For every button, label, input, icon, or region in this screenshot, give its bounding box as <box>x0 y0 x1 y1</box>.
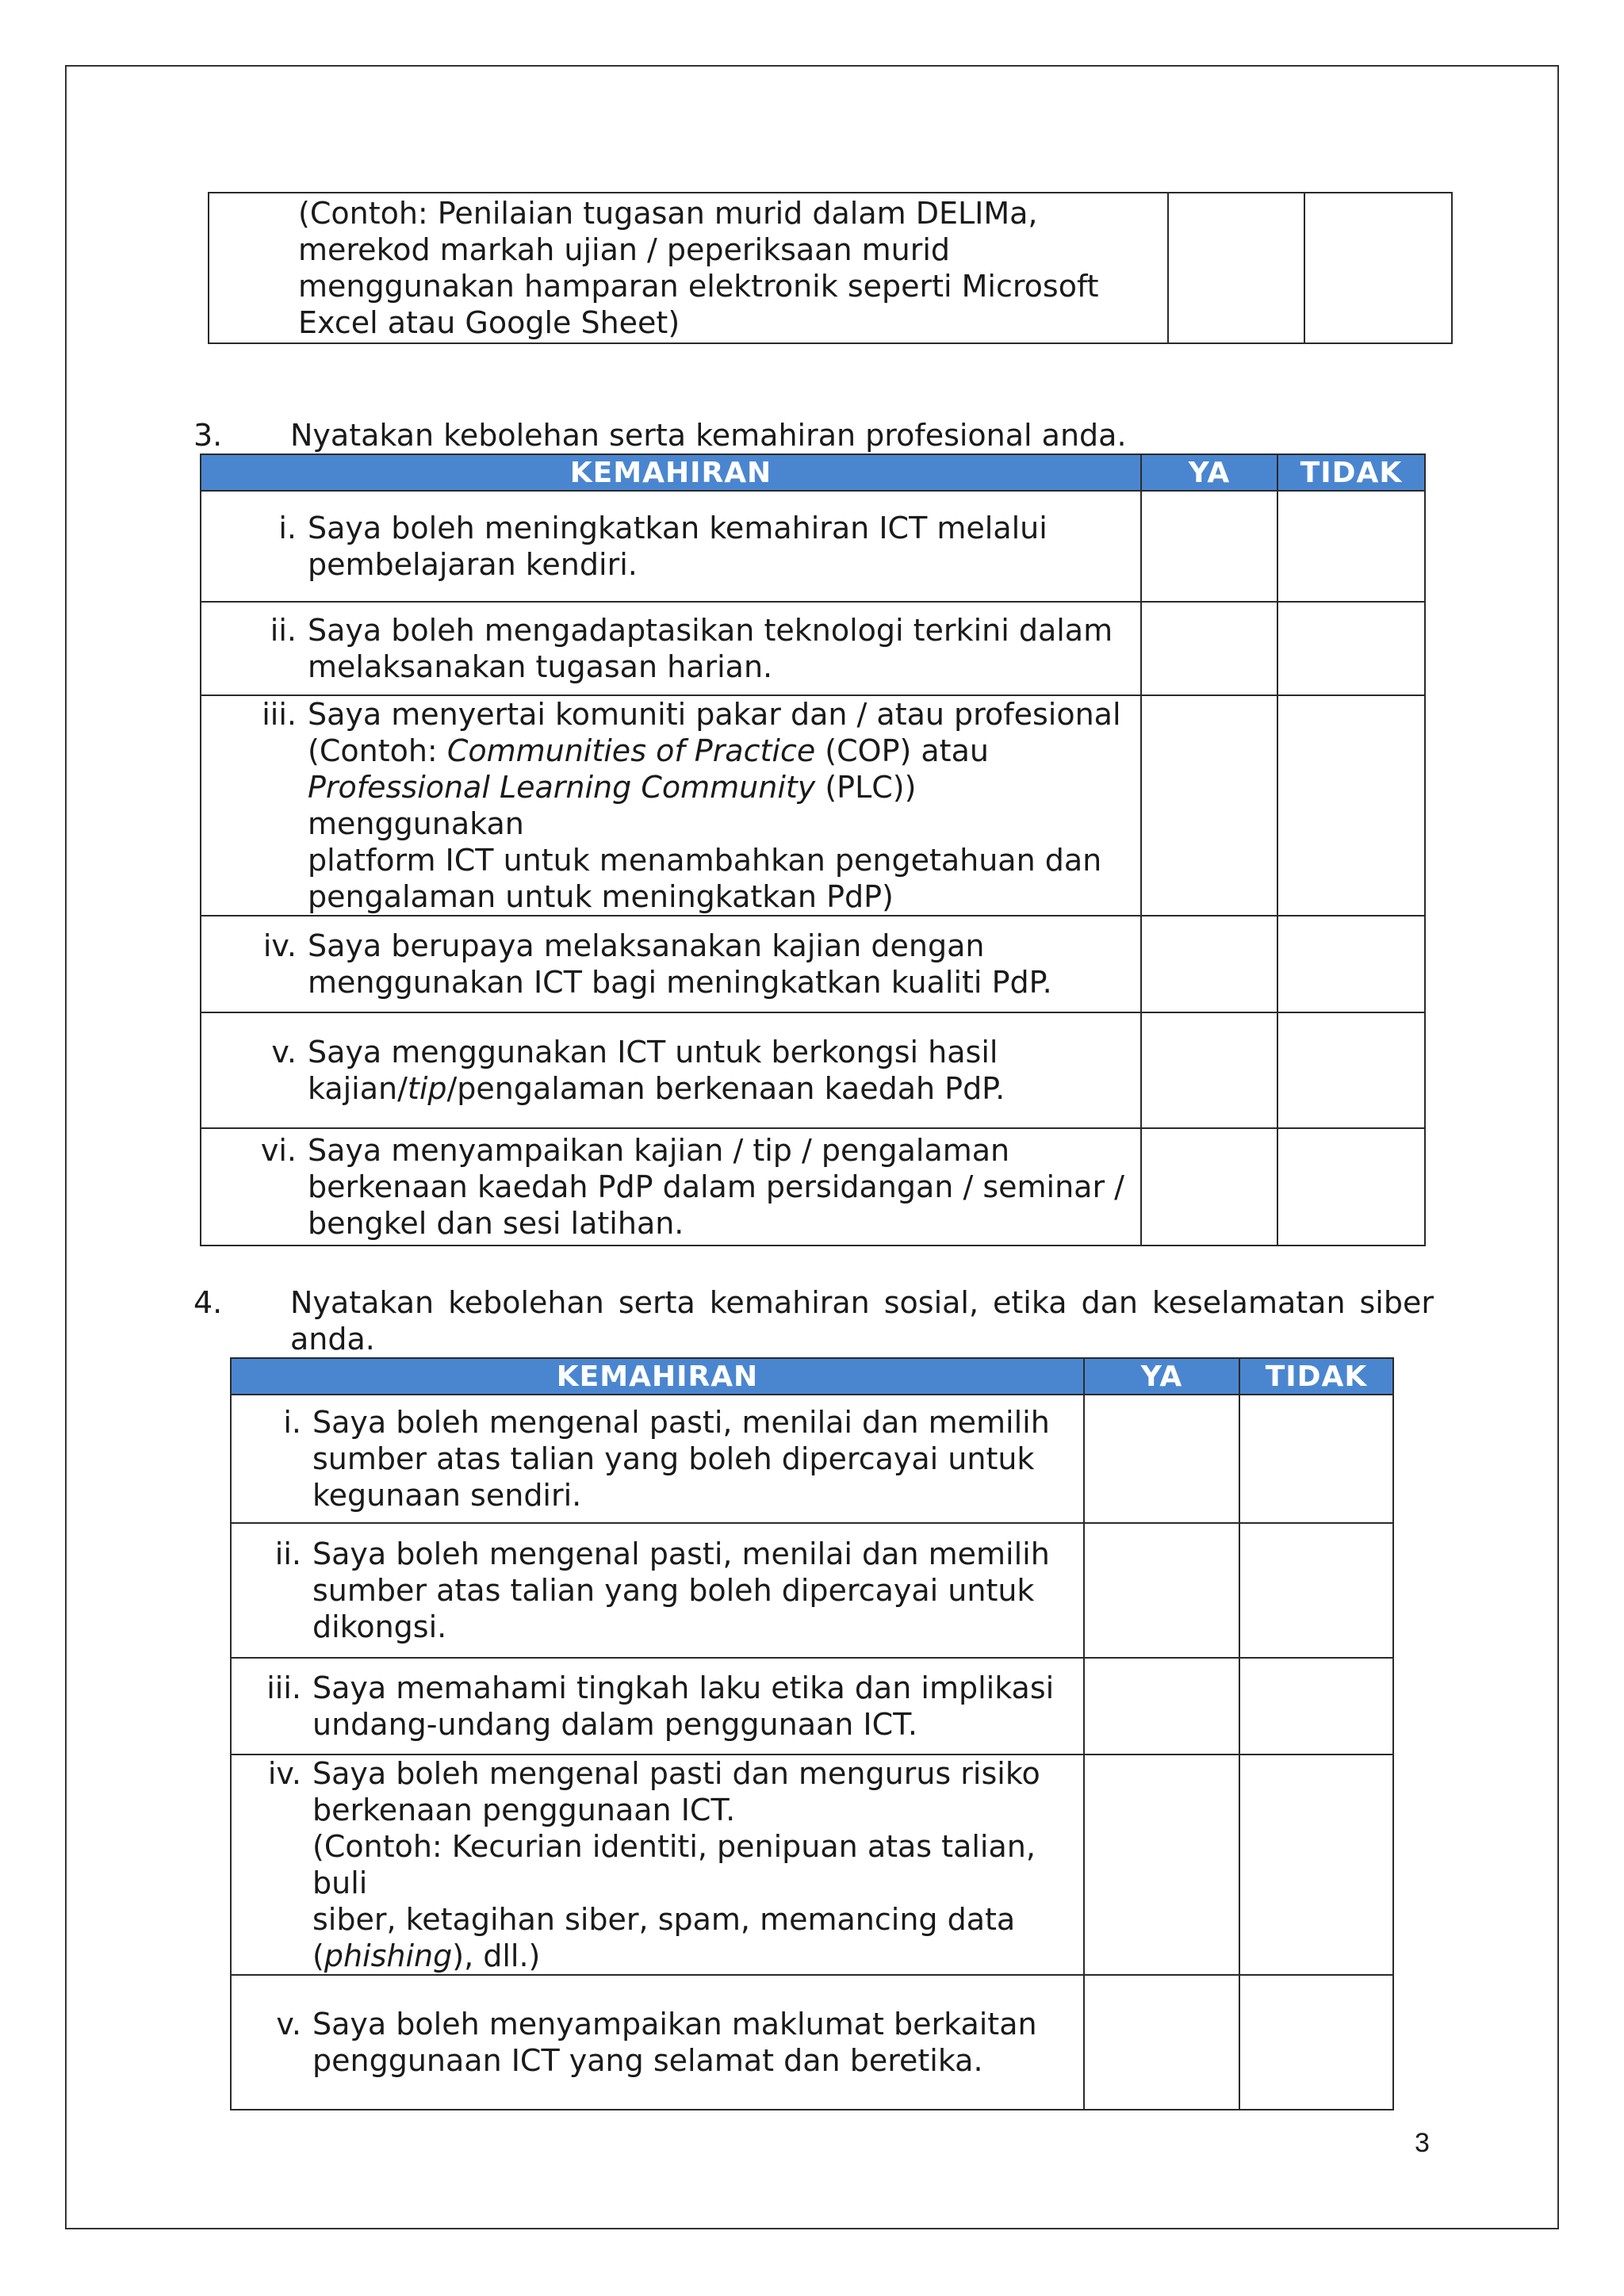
item-number: v. <box>271 1035 297 1070</box>
skill-cell <box>201 602 1141 695</box>
item-line: kajian/tip/pengalaman berkenaan kaedah PdP. <box>308 1071 1005 1106</box>
yes-checkbox-cell[interactable] <box>1084 1755 1239 1975</box>
continuation-cell <box>209 193 1168 343</box>
item-number: v. <box>276 2007 301 2042</box>
yes-checkbox-cell[interactable] <box>1084 1658 1239 1755</box>
skill-cell <box>231 1523 1084 1658</box>
item-line: Saya boleh mengadaptasikan teknologi terkini dalam <box>308 613 1113 648</box>
no-checkbox-cell[interactable] <box>1277 602 1425 695</box>
table-row <box>231 1523 1393 1658</box>
item-line: kegunaan sendiri. <box>312 1478 582 1513</box>
page-number: 3 <box>1415 2128 1430 2158</box>
yes-checkbox-cell[interactable] <box>1084 1395 1239 1523</box>
item-line: penggunaan ICT yang selamat dan beretika. <box>312 2043 983 2078</box>
item-number: ii. <box>270 613 297 648</box>
item-line: Professional Learning Community (PLC)) menggunakan <box>308 770 917 841</box>
table-row <box>231 1755 1393 1975</box>
item-line: melaksanakan tugasan harian. <box>308 649 773 684</box>
q4-skills-table <box>230 1357 1394 2110</box>
table-row <box>231 1658 1393 1755</box>
no-checkbox-cell[interactable] <box>1239 1658 1393 1755</box>
skill-cell <box>231 1395 1084 1523</box>
italic-term: Communities of Practice <box>446 733 816 768</box>
no-checkbox-cell[interactable] <box>1277 695 1425 916</box>
continuation-line: merekod markah ujian / peperiksaan murid <box>298 232 951 267</box>
no-checkbox-cell[interactable] <box>1304 193 1452 343</box>
question-4 <box>193 1284 1434 1357</box>
item-line: platform ICT untuk menambahkan pengetahuan dan <box>308 843 1102 878</box>
item-number: vi. <box>260 1133 297 1168</box>
yes-checkbox-cell[interactable] <box>1141 602 1277 695</box>
item-line: Saya memahami tingkah laku etika dan implikasi <box>312 1670 1055 1705</box>
skill-cell <box>201 695 1141 916</box>
question-3 <box>193 417 1431 453</box>
item-line: (Contoh: Kecurian identiti, penipuan atas talian, buli <box>312 1829 1036 1900</box>
header-kemahiran: KEMAHIRAN <box>231 1358 1084 1395</box>
yes-checkbox-cell[interactable] <box>1141 491 1277 602</box>
table-row <box>231 1395 1393 1523</box>
item-number: iv. <box>267 1756 301 1791</box>
item-line: berkenaan penggunaan ICT. <box>312 1793 736 1827</box>
item-line: Saya boleh menyampaikan maklumat berkaitan <box>312 2007 1037 2042</box>
item-number: ii. <box>274 1536 301 1571</box>
yes-checkbox-cell[interactable] <box>1141 1012 1277 1128</box>
yes-checkbox-cell[interactable] <box>1084 1523 1239 1658</box>
yes-checkbox-cell[interactable] <box>1084 1975 1239 2110</box>
yes-checkbox-cell[interactable] <box>1168 193 1304 343</box>
item-line: (phishing), dll.) <box>312 1938 541 1973</box>
continuation-line: (Contoh: Penilaian tugasan murid dalam DELIMa, <box>298 196 1038 231</box>
italic-term: tip <box>407 1071 447 1106</box>
skill-cell <box>201 1012 1141 1128</box>
header-tidak: TIDAK <box>1239 1358 1393 1395</box>
table-row <box>201 602 1425 695</box>
item-line: Saya boleh mengenal pasti, menilai dan memilih <box>312 1405 1050 1440</box>
item-line: (Contoh: Communities of Practice (COP) atau <box>308 733 989 768</box>
continuation-line: Excel atau Google Sheet) <box>298 305 680 340</box>
no-checkbox-cell[interactable] <box>1239 1523 1393 1658</box>
question-number: 4. <box>193 1285 223 1320</box>
question-text: Nyatakan kebolehan serta kemahiran profesional anda. <box>290 418 1127 453</box>
item-line: Saya boleh meningkatkan kemahiran ICT melalui <box>308 511 1048 545</box>
skill-cell <box>231 1755 1084 1975</box>
item-number: iii. <box>266 1670 301 1705</box>
no-checkbox-cell[interactable] <box>1277 491 1425 602</box>
skill-cell <box>231 1975 1084 2110</box>
italic-term: phishing <box>324 1938 453 1973</box>
q3-skills-table <box>200 453 1426 1246</box>
table-row <box>201 1012 1425 1128</box>
no-checkbox-cell[interactable] <box>1277 1012 1425 1128</box>
skill-cell <box>201 491 1141 602</box>
item-number: iv. <box>262 928 297 963</box>
table-row <box>201 1128 1425 1246</box>
item-number: i. <box>283 1405 301 1440</box>
item-line: Saya menyampaikan kajian / tip / pengalaman <box>308 1133 1010 1168</box>
table-row <box>201 491 1425 602</box>
skill-cell <box>231 1658 1084 1755</box>
item-line: siber, ketagihan siber, spam, memancing data <box>312 1902 1016 1937</box>
item-line: menggunakan ICT bagi meningkatkan kualiti PdP. <box>308 965 1052 1000</box>
header-tidak: TIDAK <box>1277 454 1425 491</box>
item-line: Saya berupaya melaksanakan kajian dengan <box>308 928 985 963</box>
item-line: sumber atas talian yang boleh dipercayai untuk <box>312 1441 1035 1476</box>
question-number: 3. <box>193 418 223 453</box>
question-text: anda. <box>290 1322 375 1357</box>
continuation-table <box>208 192 1453 344</box>
item-line: undang-undang dalam penggunaan ICT. <box>312 1707 917 1742</box>
table-row <box>231 1975 1393 2110</box>
header-ya: YA <box>1084 1358 1239 1395</box>
item-line: Saya boleh mengenal pasti, menilai dan memilih <box>312 1536 1050 1571</box>
table-row <box>201 916 1425 1012</box>
item-line: berkenaan kaedah PdP dalam persidangan / seminar / <box>308 1169 1124 1204</box>
no-checkbox-cell[interactable] <box>1239 1755 1393 1975</box>
item-line: Saya menyertai komuniti pakar dan / atau profesional <box>308 697 1121 732</box>
question-text: Nyatakan kebolehan serta kemahiran sosial, etika dan keselamatan siber <box>290 1285 1434 1320</box>
item-line: bengkel dan sesi latihan. <box>308 1206 684 1241</box>
header-ya: YA <box>1141 454 1277 491</box>
italic-term: Professional Learning Community <box>308 770 816 805</box>
table-row <box>201 695 1425 916</box>
no-checkbox-cell[interactable] <box>1239 1975 1393 2110</box>
no-checkbox-cell[interactable] <box>1277 1128 1425 1246</box>
yes-checkbox-cell[interactable] <box>1141 1128 1277 1246</box>
item-number: iii. <box>262 697 297 732</box>
yes-checkbox-cell[interactable] <box>1141 695 1277 916</box>
item-line: pengalaman untuk meningkatkan PdP) <box>308 879 894 914</box>
skill-cell <box>201 1128 1141 1246</box>
skill-cell <box>201 916 1141 1012</box>
item-line: Saya boleh mengenal pasti dan mengurus risiko <box>312 1756 1040 1791</box>
header-kemahiran: KEMAHIRAN <box>201 454 1141 491</box>
no-checkbox-cell[interactable] <box>1277 916 1425 1012</box>
item-line: pembelajaran kendiri. <box>308 547 638 582</box>
item-line: dikongsi. <box>312 1609 447 1644</box>
item-line: sumber atas talian yang boleh dipercayai untuk <box>312 1573 1035 1608</box>
item-line: Saya menggunakan ICT untuk berkongsi hasil <box>308 1035 998 1070</box>
continuation-line: menggunakan hamparan elektronik seperti Microsoft <box>298 269 1099 304</box>
yes-checkbox-cell[interactable] <box>1141 916 1277 1012</box>
no-checkbox-cell[interactable] <box>1239 1395 1393 1523</box>
item-number: i. <box>278 511 297 545</box>
